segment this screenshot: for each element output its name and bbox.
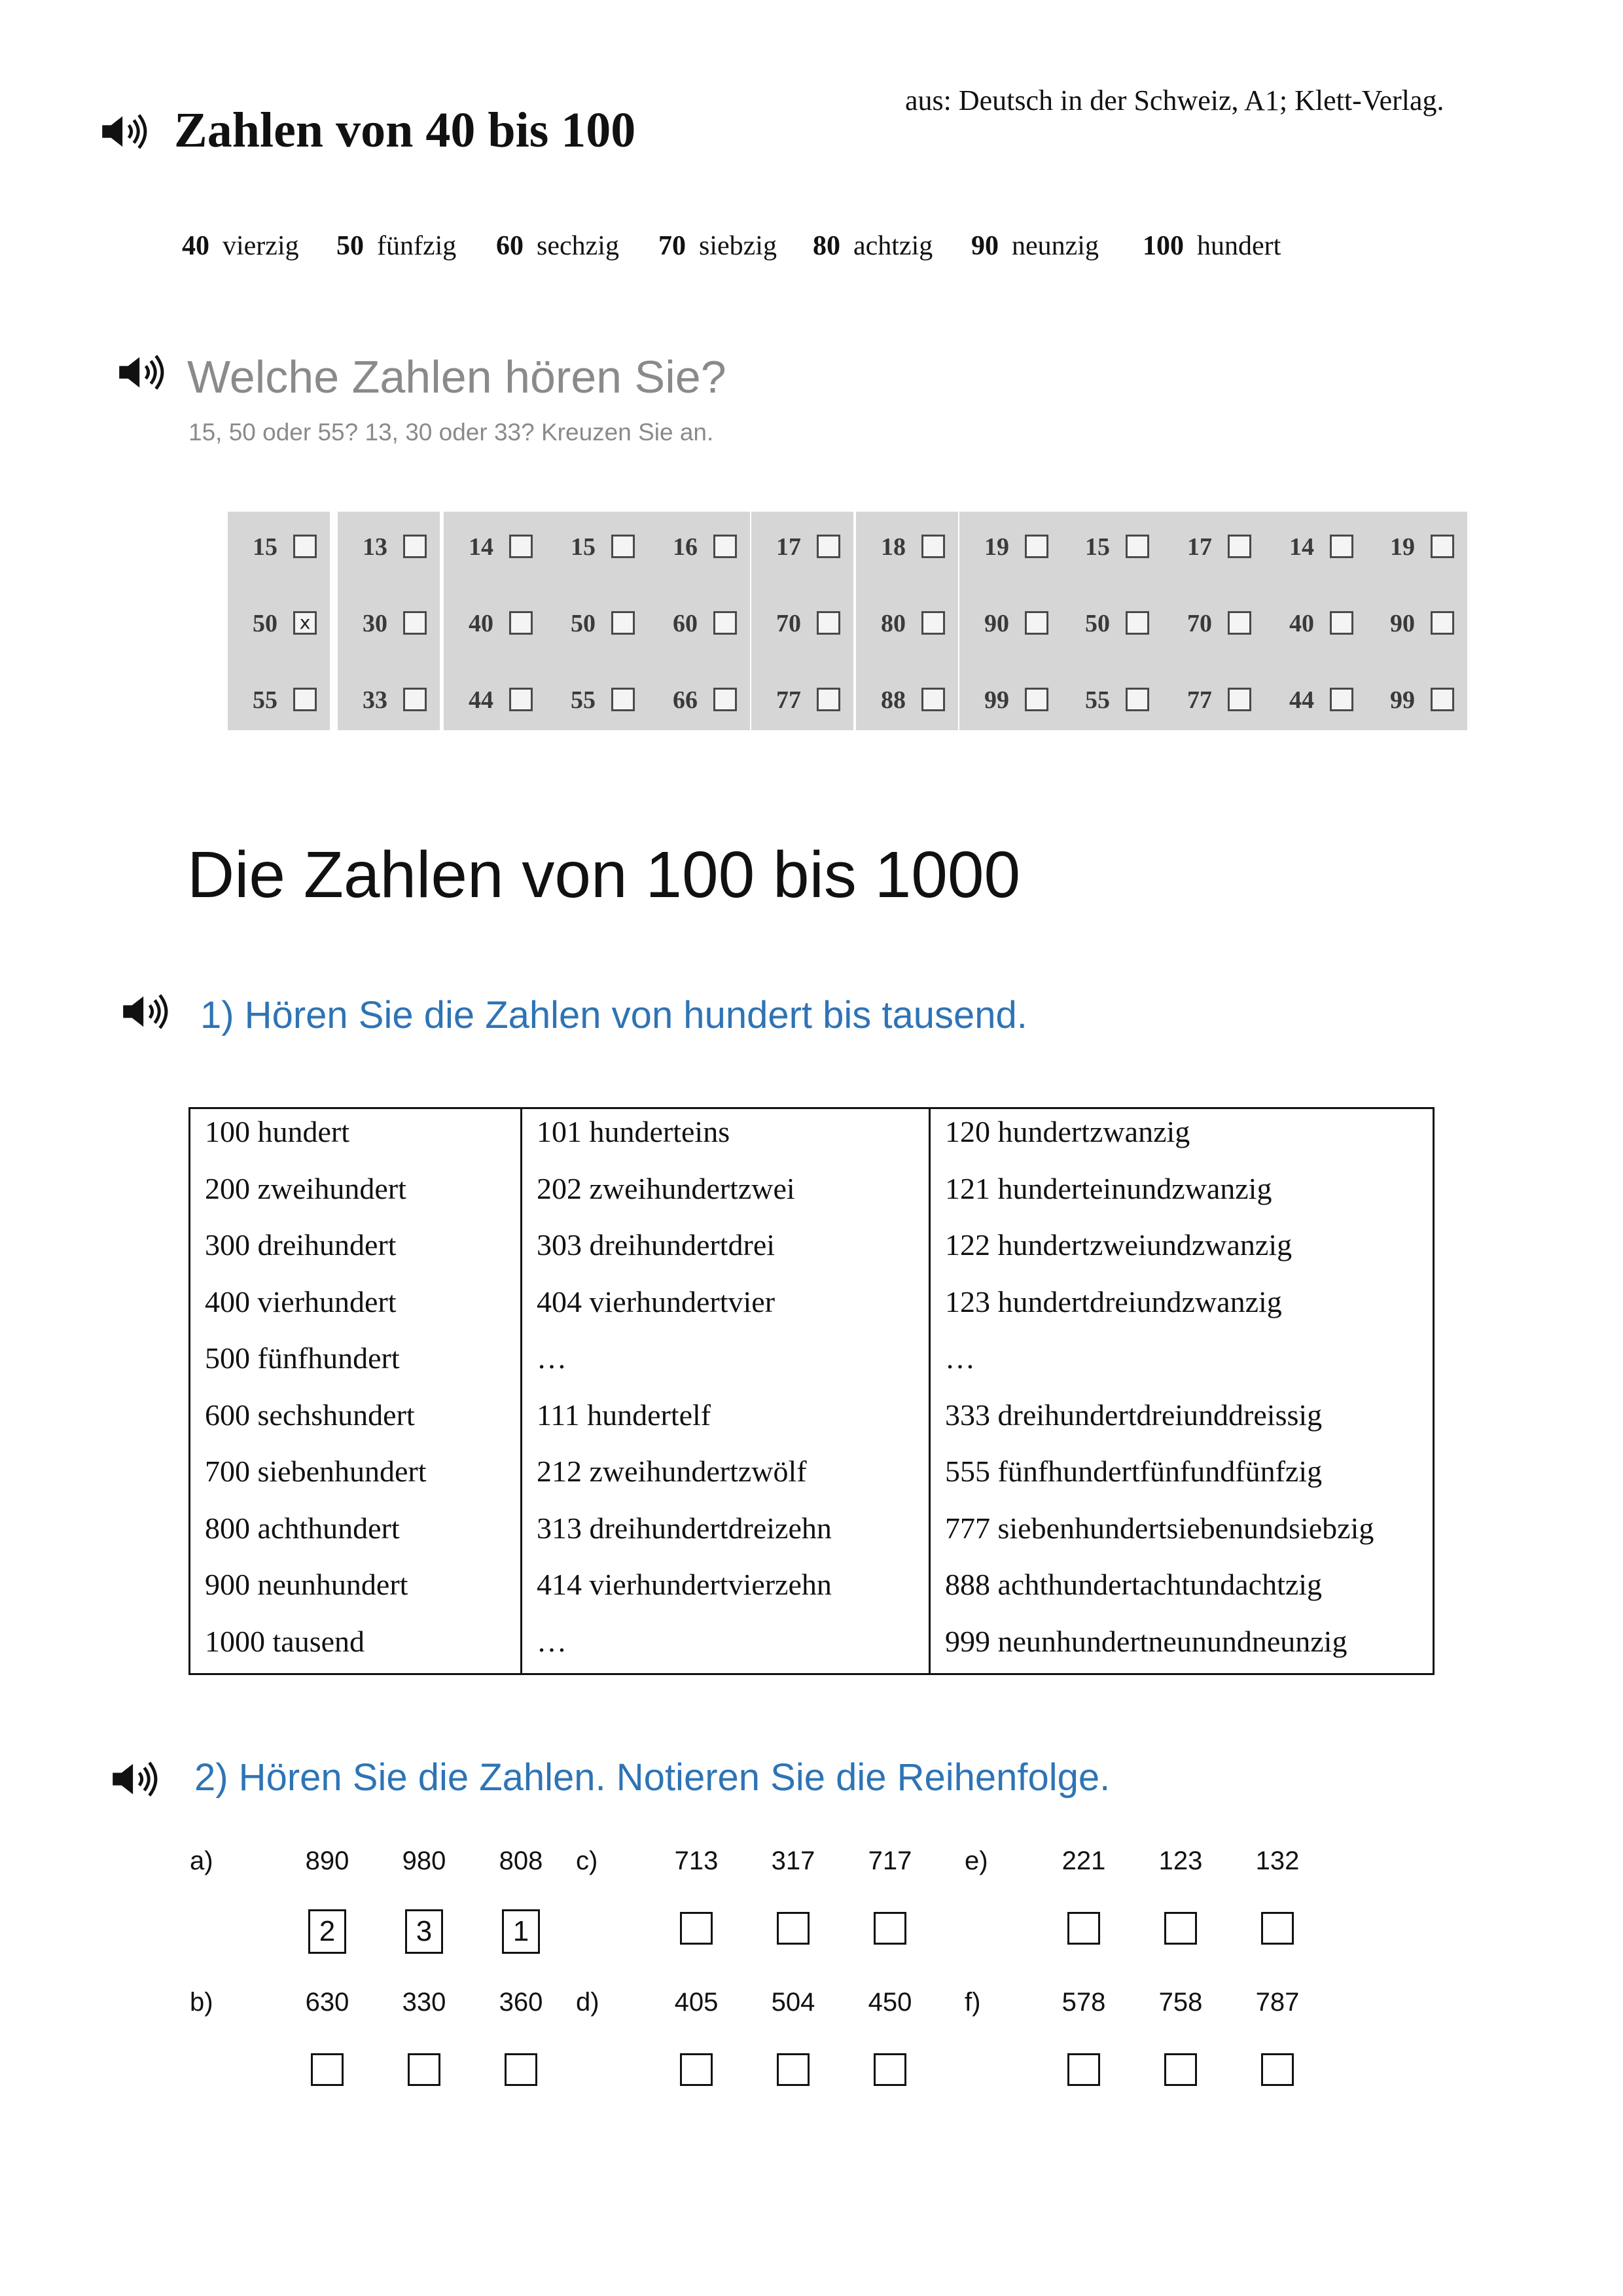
- table-column: [929, 1109, 1435, 1673]
- order-number: 758: [1158, 1988, 1203, 2017]
- order-answer-box[interactable]: [505, 2053, 537, 2086]
- number-option: [856, 680, 958, 720]
- number-option: [648, 527, 750, 567]
- number-option: [338, 527, 440, 567]
- option-number: 50: [1085, 610, 1110, 637]
- number-option: [1162, 604, 1264, 643]
- table-cell: 313 dreihundertdreizehn: [537, 1511, 832, 1545]
- exercise-instruction: 15, 50 oder 55? 13, 30 oder 33? Kreuzen Sie an.: [188, 419, 714, 446]
- checkbox[interactable]: [293, 688, 317, 711]
- checkbox[interactable]: [1228, 611, 1251, 635]
- number-option: [546, 527, 648, 567]
- number-option: [228, 604, 330, 643]
- number-word-pair: 80 achtzig: [813, 231, 933, 261]
- table-cell: 303 dreihundertdrei: [537, 1228, 776, 1262]
- number-option: [959, 604, 1061, 643]
- number-option: [228, 680, 330, 720]
- option-number: 55: [1085, 686, 1110, 714]
- number-option: [1060, 527, 1162, 567]
- checkbox[interactable]: [921, 611, 945, 635]
- order-number: 890: [305, 1846, 349, 1875]
- table-cell: 600 sechshundert: [205, 1398, 415, 1432]
- table-cell: 800 achthundert: [205, 1511, 400, 1545]
- order-number: 578: [1061, 1988, 1106, 2017]
- option-number: 33: [363, 686, 387, 714]
- number-option: [546, 680, 648, 720]
- checkbox[interactable]: [1126, 688, 1149, 711]
- option-number: 14: [469, 533, 493, 561]
- checkbox-grid: [228, 512, 1471, 730]
- option-number: 55: [253, 686, 277, 714]
- order-number: 630: [305, 1988, 349, 2017]
- number-word-list: [182, 230, 1360, 270]
- table-cell: 700 siebenhundert: [205, 1455, 427, 1488]
- order-number: 713: [674, 1846, 719, 1875]
- option-number: 13: [363, 533, 387, 561]
- table-cell: 122 hundertzweiundzwanzig: [945, 1228, 1293, 1262]
- checkbox[interactable]: [403, 688, 427, 711]
- table-cell: 120 hundertzwanzig: [945, 1115, 1190, 1148]
- table-cell: 404 vierhundertvier: [537, 1284, 776, 1318]
- option-number: 90: [984, 610, 1009, 637]
- checkbox[interactable]: [403, 611, 427, 635]
- table-cell: 333 dreihundertdreiunddreissig: [945, 1398, 1323, 1432]
- order-number: 405: [674, 1988, 719, 2017]
- order-number: 221: [1061, 1846, 1106, 1875]
- order-number: 123: [1158, 1846, 1203, 1875]
- order-answer-box[interactable]: [1067, 2053, 1100, 2086]
- checkbox[interactable]: [1025, 688, 1048, 711]
- table-cell: 414 vierhundertvierzehn: [537, 1568, 832, 1601]
- number-option: [546, 604, 648, 643]
- number-option: [856, 604, 958, 643]
- number-option: [444, 604, 546, 643]
- option-number: 99: [984, 686, 1009, 714]
- exercise-heading: 1) Hören Sie die Zahlen von hundert bis tausend.: [200, 994, 1027, 1036]
- option-number: 19: [984, 533, 1009, 561]
- table-cell: 111 hundertelf: [537, 1398, 711, 1432]
- option-number: 88: [881, 686, 906, 714]
- option-number: 30: [363, 610, 387, 637]
- order-answer-box[interactable]: 2: [308, 1909, 346, 1954]
- checkbox[interactable]: [1431, 611, 1454, 635]
- number-option: [1365, 680, 1467, 720]
- number-option: [1365, 527, 1467, 567]
- order-answer-box[interactable]: [1261, 1912, 1294, 1945]
- table-cell: 212 zweihundertzwölf: [537, 1455, 807, 1488]
- number-option: [228, 527, 330, 567]
- number-option: [1162, 680, 1264, 720]
- number-word-pair: 50 fünfzig: [336, 231, 457, 261]
- number-option: [959, 680, 1061, 720]
- group-label: f): [965, 1988, 981, 2017]
- table-cell: 200 zweihundert: [205, 1171, 406, 1205]
- grid-column: [1365, 512, 1467, 730]
- checkbox[interactable]: [611, 611, 635, 635]
- number-option: [1264, 527, 1366, 567]
- checkbox[interactable]: [817, 535, 840, 558]
- order-answer-box[interactable]: [1164, 1912, 1197, 1945]
- table-cell: 999 neunhundertneunundneunzig: [945, 1624, 1347, 1658]
- checkbox[interactable]: [1025, 611, 1048, 635]
- table-column: [520, 1109, 931, 1673]
- speaker-icon[interactable]: [120, 993, 171, 1031]
- order-number: 717: [868, 1846, 912, 1875]
- checkbox[interactable]: [921, 535, 945, 558]
- group-label: d): [576, 1988, 599, 2017]
- order-answer-box[interactable]: [874, 1912, 906, 1945]
- checkbox[interactable]: [1228, 535, 1251, 558]
- grid-column: [856, 512, 958, 730]
- option-number: 50: [571, 610, 596, 637]
- table-cell: 900 neunhundert: [205, 1568, 408, 1601]
- option-number: 66: [673, 686, 698, 714]
- checkbox[interactable]: [1330, 611, 1353, 635]
- checkbox[interactable]: [921, 688, 945, 711]
- number-option: [856, 527, 958, 567]
- checkbox[interactable]: [713, 535, 737, 558]
- group-label: c): [576, 1846, 598, 1875]
- table-cell: …: [945, 1341, 975, 1375]
- checkbox[interactable]: [1431, 688, 1454, 711]
- order-answer-box[interactable]: [1067, 1912, 1100, 1945]
- number-option: [1060, 604, 1162, 643]
- option-number: 90: [1390, 610, 1415, 637]
- order-number: 132: [1255, 1846, 1300, 1875]
- number-option: [751, 680, 853, 720]
- order-answer-box[interactable]: [680, 2053, 713, 2086]
- option-number: 40: [469, 610, 493, 637]
- option-number: 14: [1289, 533, 1314, 561]
- number-option: [1162, 527, 1264, 567]
- table-cell: 123 hundertdreiundzwanzig: [945, 1284, 1282, 1318]
- option-number: 70: [776, 610, 801, 637]
- number-option: [444, 680, 546, 720]
- checkbox[interactable]: x: [293, 611, 317, 635]
- option-number: 55: [571, 686, 596, 714]
- option-number: 17: [1187, 533, 1212, 561]
- option-number: 15: [571, 533, 596, 561]
- table-cell: 121 hunderteinundzwanzig: [945, 1171, 1272, 1205]
- number-option: [338, 604, 440, 643]
- order-number: 808: [499, 1846, 543, 1875]
- checkbox[interactable]: [1126, 535, 1149, 558]
- table-cell: 101 hunderteins: [537, 1115, 730, 1148]
- table-cell: 300 dreihundert: [205, 1228, 397, 1262]
- checkbox[interactable]: [817, 688, 840, 711]
- order-answer-box[interactable]: [777, 2053, 810, 2086]
- table-cell: 400 vierhundert: [205, 1284, 397, 1318]
- option-number: 99: [1390, 686, 1415, 714]
- checkbox[interactable]: [509, 688, 533, 711]
- grid-column: [751, 512, 853, 730]
- number-option: [338, 680, 440, 720]
- number-option: [959, 527, 1061, 567]
- speaker-icon[interactable]: [99, 113, 151, 150]
- order-answer-box[interactable]: [874, 2053, 906, 2086]
- grid-column: [444, 512, 546, 730]
- number-option: [1060, 680, 1162, 720]
- number-option: [751, 527, 853, 567]
- table-column: [190, 1109, 520, 1673]
- order-answer-box[interactable]: [1261, 2053, 1294, 2086]
- order-number: 330: [402, 1988, 446, 2017]
- number-option: [751, 604, 853, 643]
- checkbox[interactable]: [713, 688, 737, 711]
- grid-column: [1162, 512, 1264, 730]
- group-label: e): [965, 1846, 988, 1875]
- number-word-pair: 90 neunzig: [971, 231, 1099, 261]
- checkbox[interactable]: [1025, 535, 1048, 558]
- exercise-title: Welche Zahlen hören Sie?: [187, 351, 726, 402]
- checkbox[interactable]: [611, 688, 635, 711]
- section-title: Zahlen von 40 bis 100: [174, 103, 636, 158]
- option-number: 80: [881, 610, 906, 637]
- table-cell: …: [537, 1341, 567, 1375]
- option-number: 15: [1085, 533, 1110, 561]
- grid-column: [228, 512, 330, 730]
- option-number: 77: [1187, 686, 1212, 714]
- table-cell: 888 achthundertachtundachtzig: [945, 1568, 1323, 1601]
- speaker-icon[interactable]: [110, 1760, 161, 1798]
- checkbox[interactable]: [817, 611, 840, 635]
- checkbox[interactable]: [403, 535, 427, 558]
- option-number: 18: [881, 533, 906, 561]
- option-number: 50: [253, 610, 277, 637]
- number-option: [444, 527, 546, 567]
- order-answer-box[interactable]: 3: [405, 1909, 443, 1954]
- section-title: Die Zahlen von 100 bis 1000: [187, 838, 1021, 911]
- number-word-pair: 100 hundert: [1143, 231, 1281, 261]
- number-word-pair: 40 vierzig: [182, 231, 299, 261]
- order-answer-box[interactable]: [680, 1912, 713, 1945]
- checkbox[interactable]: [611, 535, 635, 558]
- order-number: 980: [402, 1846, 446, 1875]
- order-answer-box[interactable]: 1: [502, 1909, 540, 1954]
- option-number: 44: [1289, 686, 1314, 714]
- speaker-icon[interactable]: [116, 353, 168, 391]
- group-label: b): [190, 1988, 213, 2017]
- table-cell: …: [537, 1624, 567, 1658]
- table-cell: 100 hundert: [205, 1115, 350, 1148]
- option-number: 70: [1187, 610, 1212, 637]
- checkbox[interactable]: [1126, 611, 1149, 635]
- option-number: 17: [776, 533, 801, 561]
- exercise-heading: 2) Hören Sie die Zahlen. Notieren Sie die Reihenfolge.: [194, 1756, 1111, 1799]
- order-answer-box[interactable]: [311, 2053, 344, 2086]
- table-cell: 1000 tausend: [205, 1624, 365, 1658]
- order-number: 504: [771, 1988, 815, 2017]
- option-number: 60: [673, 610, 698, 637]
- table-cell: 202 zweihundertzwei: [537, 1171, 795, 1205]
- option-number: 19: [1390, 533, 1415, 561]
- order-number: 360: [499, 1988, 543, 2017]
- number-word-pair: 70 siebzig: [658, 231, 777, 261]
- checkbox[interactable]: [1330, 688, 1353, 711]
- grid-column: [959, 512, 1061, 730]
- checkbox[interactable]: [1330, 535, 1353, 558]
- number-option: [648, 604, 750, 643]
- option-number: 44: [469, 686, 493, 714]
- number-option: [1264, 680, 1366, 720]
- grid-column: [338, 512, 440, 730]
- source-citation: aus: Deutsch in der Schweiz, A1; Klett-Verlag.: [905, 84, 1444, 116]
- order-number: 450: [868, 1988, 912, 2017]
- option-number: 77: [776, 686, 801, 714]
- number-option: [1365, 604, 1467, 643]
- checkbox[interactable]: [293, 535, 317, 558]
- checkbox[interactable]: [1431, 535, 1454, 558]
- number-option: [1264, 604, 1366, 643]
- option-number: 16: [673, 533, 698, 561]
- grid-column: [1264, 512, 1366, 730]
- table-cell: 777 siebenhundertsiebenundsiebzig: [945, 1511, 1374, 1545]
- group-label: a): [190, 1846, 213, 1875]
- order-number: 317: [771, 1846, 815, 1875]
- number-word-pair: 60 sechzig: [496, 231, 619, 261]
- grid-column: [546, 512, 648, 730]
- checkbox[interactable]: [1228, 688, 1251, 711]
- table-cell: 555 fünfhundertfünfundfünfzig: [945, 1455, 1323, 1488]
- table-cell: 500 fünfhundert: [205, 1341, 400, 1375]
- grid-column: [1060, 512, 1162, 730]
- grid-column: [648, 512, 750, 730]
- order-answer-box[interactable]: [408, 2053, 440, 2086]
- number-option: [648, 680, 750, 720]
- checkbox[interactable]: [713, 611, 737, 635]
- order-answer-box[interactable]: [777, 1912, 810, 1945]
- checkbox[interactable]: [509, 535, 533, 558]
- option-number: 40: [1289, 610, 1314, 637]
- number-table: [188, 1107, 1435, 1675]
- order-number: 787: [1255, 1988, 1300, 2017]
- checkbox[interactable]: [509, 611, 533, 635]
- option-number: 15: [253, 533, 277, 561]
- order-answer-box[interactable]: [1164, 2053, 1197, 2086]
